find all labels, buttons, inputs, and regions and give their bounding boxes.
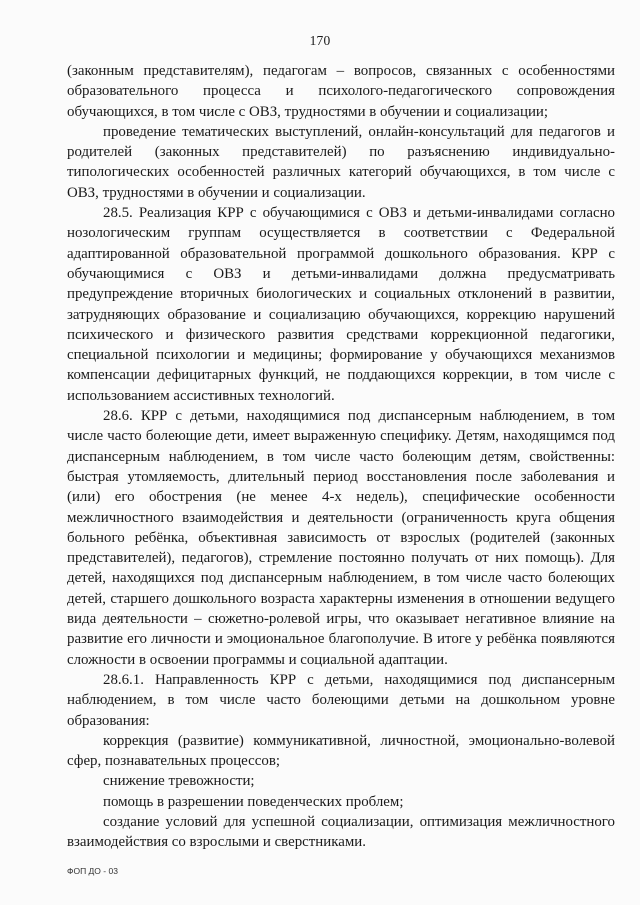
page-number: 170 [309, 33, 331, 48]
list-item: снижение тревожности; [103, 773, 255, 790]
paragraph: 28.6.1. Направленность КРР с детьми, находящимися под диспансерным наблюдением, в том числе часто болеющими детьми на дошкольном уровне образования: [67, 671, 615, 729]
paragraph: 28.5. Реализация КРР с обучающимися с ОВЗ и детьми-инвалидами согласно нозологическим группам осуществляется в соответствии с Федеральной адаптированной образовательной программой дошкольного образования. КРР с обучающимися с ОВЗ и детьми-инвалидами должна предусматривать предупреждение вторичных биологических и социальных отклонений в развитии, затрудняющих образование и социализацию обучающихся, коррекцию нарушений психического и физического развития средствами коррекционной педагогики, специальной психологии и медицины; формирование у обучающихся механизмов компенсации дефицитарных функций, не поддающихся коррекции, в том числе с использованием ассистивных технологий. [67, 205, 615, 404]
list-item: создание условий для успешной социализации, оптимизация межличностного взаимодействия со взрослыми и сверстниками. [67, 813, 615, 851]
paragraph: (законным представителям), педагогам – вопросов, связанных с особенностями образовательного процесса и психолого-педагогического сопровождения обучающихся, в том числе с ОВЗ, трудностями в обучении и социализации; [67, 63, 615, 120]
list-item: помощь в разрешении поведенческих проблем; [103, 793, 404, 810]
footer-code: ФОП ДО - 03 [67, 866, 118, 876]
body-text [67, 61, 615, 853]
paragraph: проведение тематических выступлений, онлайн-консультаций для педагогов и родителей (законных представителей) по разъяснению индивидуально-типологических особенностей различных категорий обучающихся, в том числе с ОВЗ, трудностями в обучении и социализации. [67, 123, 615, 201]
paragraph: 28.6. КРР с детьми, находящимися под диспансерным наблюдением, в том числе часто болеющие дети, имеет выраженную специфику. Детям, находящимся под диспансерным наблюдением, в том числе часто болеющим детям, свойственны: быстрая утомляемость, длительный период восстановления после заболевания и (или) его обострения (не менее 4-х недель), специфические особенности межличностного взаимодействия и деятельности (ограниченность круга общения больного ребёнка, объективная зависимость от взрослых (родителей (законных представителей), педагогов), стремление постоянно получать от них помощь). Для детей, находящихся под диспансерным наблюдением, в том числе часто болеющих детей, старшего дошкольного возраста характерны изменения в отношении ведущего вида деятельности – сюжетно-ролевой игры, что оказывает негативное влияние на развитие его личности и эмоциональное благополучие. В итоге у ребёнка появляются сложности в освоении программы и социальной адаптации. [67, 408, 615, 668]
list-item: коррекция (развитие) коммуникативной, личностной, эмоционально-волевой сфер, познавательных процессов; [67, 732, 615, 770]
